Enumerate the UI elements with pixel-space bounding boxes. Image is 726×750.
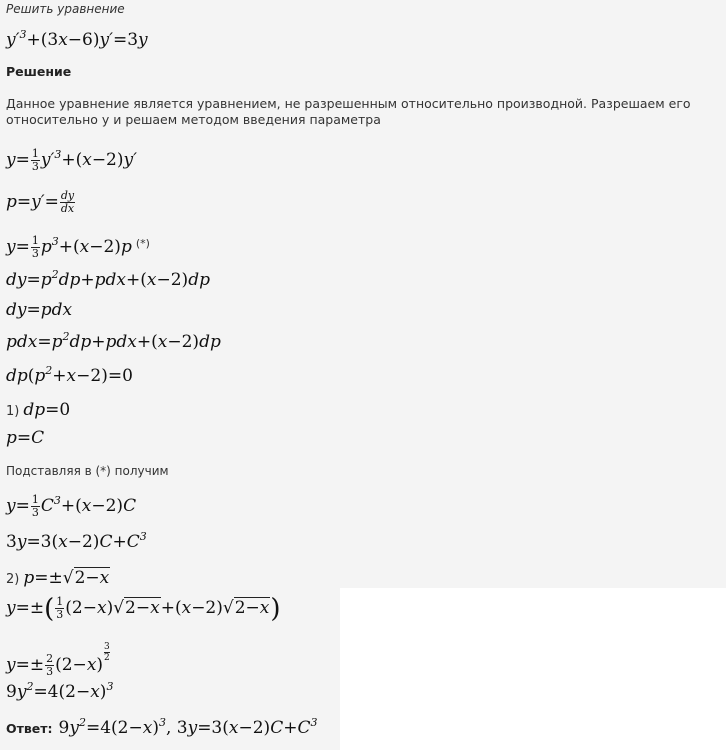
problem-title: Решить уравнение: [6, 2, 125, 16]
equation-2: p=y′= $\frac{dy}{dx}$: [6, 189, 75, 215]
problem-equation: $y'^3+(3x-6)y'=3y$: [6, 28, 148, 50]
equation-5: dy=pdx: [6, 300, 73, 320]
equation-11: y=±( $\frac{1}{3}$ (2−x)√2−x+(x−2)√2−x): [6, 594, 281, 624]
equation-3-mark: (*): [135, 237, 150, 250]
equation-12: y=± $\frac{2}{3}$ (2−x) $\frac{3}{2}$: [6, 642, 110, 678]
substitute-note: Подставляя в (*) получим: [6, 464, 169, 478]
equation-8: p=C: [6, 428, 45, 448]
equation-7: $dp(p^2+x-2)=0$: [6, 364, 133, 386]
answer-line: Ответ: $9y^2=4(2-x)^3$, $3y=3(x-2)C+C^3$: [6, 716, 318, 738]
solution-heading: Решение: [6, 64, 72, 79]
equation-3: y= $\frac{1}{3}$ $p^3+(x-2)p$ (*): [6, 234, 150, 260]
equation-4: $dy=p^2dp+pdx+(x-2)dp$: [6, 268, 210, 290]
intro-paragraph: Данное уравнение является уравнением, не разрешенным относительно производной. Разрешаем его относительно у и решаем методом введения параметра: [6, 96, 691, 127]
case-2: 2) p=±√2−x: [6, 568, 110, 588]
answer-label: Ответ:: [6, 721, 53, 736]
case-1: 1) dp=0: [6, 400, 71, 420]
equation-10: $3y=3(x-2)C+C^3$: [6, 530, 147, 552]
case-2-label: 2): [6, 572, 20, 587]
case-1-label: 1): [6, 404, 20, 419]
equation-6: $pdx=p^2dp+pdx+(x-2)dp$: [6, 330, 221, 352]
equation-1: y= $\frac{1}{3}$ $y'^3+(x-2)y'$: [6, 147, 137, 173]
equation-13: $9y^2=4(2-x)^3$: [6, 680, 114, 702]
equation-9: y= $\frac{1}{3}$ $C^3+(x-2)C$: [6, 493, 137, 519]
